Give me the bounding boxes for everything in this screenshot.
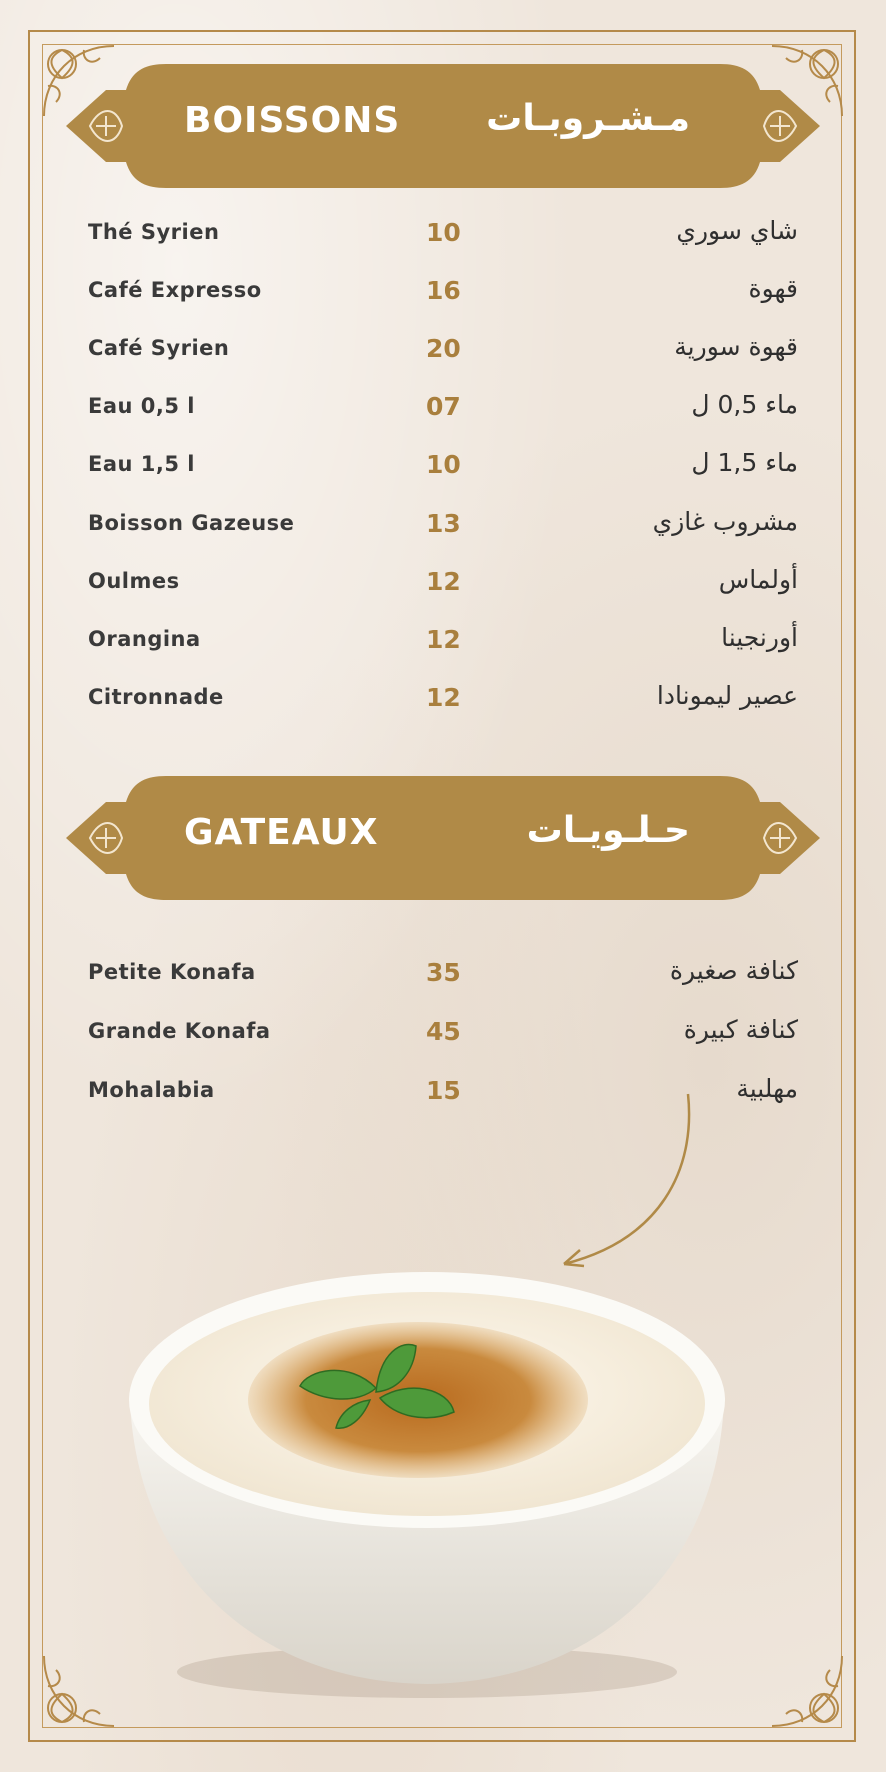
curved-arrow-icon <box>550 1090 700 1270</box>
mohalabia-bowl-image <box>118 1252 736 1702</box>
item-name-fr: Mohalabia <box>88 1078 215 1102</box>
menu-item-row <box>88 621 798 661</box>
item-name-fr: Café Expresso <box>88 278 262 302</box>
item-name-fr: Café Syrien <box>88 336 230 360</box>
item-name-ar: مهلبية <box>736 1074 798 1103</box>
menu-item-row <box>88 446 798 486</box>
item-name-ar: شاي سوري <box>676 216 798 245</box>
item-name-fr: Thé Syrien <box>88 220 220 244</box>
menu-item-row <box>88 679 798 719</box>
menu-item-row <box>88 330 798 370</box>
item-price: 07 <box>426 392 461 421</box>
item-name-fr: Boisson Gazeuse <box>88 511 295 535</box>
item-price: 45 <box>426 1017 461 1046</box>
item-price: 12 <box>426 683 461 712</box>
item-name-fr: Orangina <box>88 627 201 651</box>
item-name-ar: ماء 1,5 ل <box>691 448 798 477</box>
item-name-ar: قهوة <box>748 274 798 303</box>
menu-item-row <box>88 505 798 545</box>
item-price: 12 <box>426 567 461 596</box>
item-name-fr: Citronnade <box>88 685 224 709</box>
boissons-title-ar: مـشـروبـات <box>486 98 690 139</box>
item-name-fr: Eau 0,5 l <box>88 394 195 418</box>
banner-shape <box>66 62 820 190</box>
menu-item-row <box>88 272 798 312</box>
item-price: 16 <box>426 276 461 305</box>
item-price: 35 <box>426 958 461 987</box>
item-name-fr: Eau 1,5 l <box>88 452 195 476</box>
item-name-ar: أولماس <box>718 565 798 594</box>
item-price: 12 <box>426 625 461 654</box>
item-name-ar: كنافة صغيرة <box>669 956 798 985</box>
boissons-banner <box>66 62 820 190</box>
gateaux-title-fr: GATEAUX <box>184 812 379 853</box>
item-name-fr: Oulmes <box>88 569 180 593</box>
menu-item-row <box>88 954 798 994</box>
gateaux-title-ar: حـلـويـات <box>526 810 690 851</box>
gateaux-banner <box>66 774 820 902</box>
menu-item-row <box>88 388 798 428</box>
menu-item-row <box>88 214 798 254</box>
corner-ornament-bottom-left <box>34 1644 126 1736</box>
item-name-ar: أورنجينا <box>721 623 798 652</box>
item-name-fr: Petite Konafa <box>88 960 256 984</box>
menu-item-row <box>88 1013 798 1053</box>
banner-shape <box>66 774 820 902</box>
item-name-ar: مشروب غازي <box>652 507 798 536</box>
item-name-ar: قهوة سورية <box>674 332 798 361</box>
boissons-title-fr: BOISSONS <box>184 100 401 141</box>
item-name-ar: كنافة كبيرة <box>683 1015 798 1044</box>
item-name-fr: Grande Konafa <box>88 1019 271 1043</box>
item-name-ar: عصير ليمونادا <box>656 681 798 710</box>
item-price: 10 <box>426 218 461 247</box>
item-price: 15 <box>426 1076 461 1105</box>
item-price: 20 <box>426 334 461 363</box>
corner-ornament-bottom-right <box>760 1644 852 1736</box>
menu-item-row <box>88 563 798 603</box>
item-price: 10 <box>426 450 461 479</box>
item-price: 13 <box>426 509 461 538</box>
item-name-ar: ماء 0,5 ل <box>691 390 798 419</box>
